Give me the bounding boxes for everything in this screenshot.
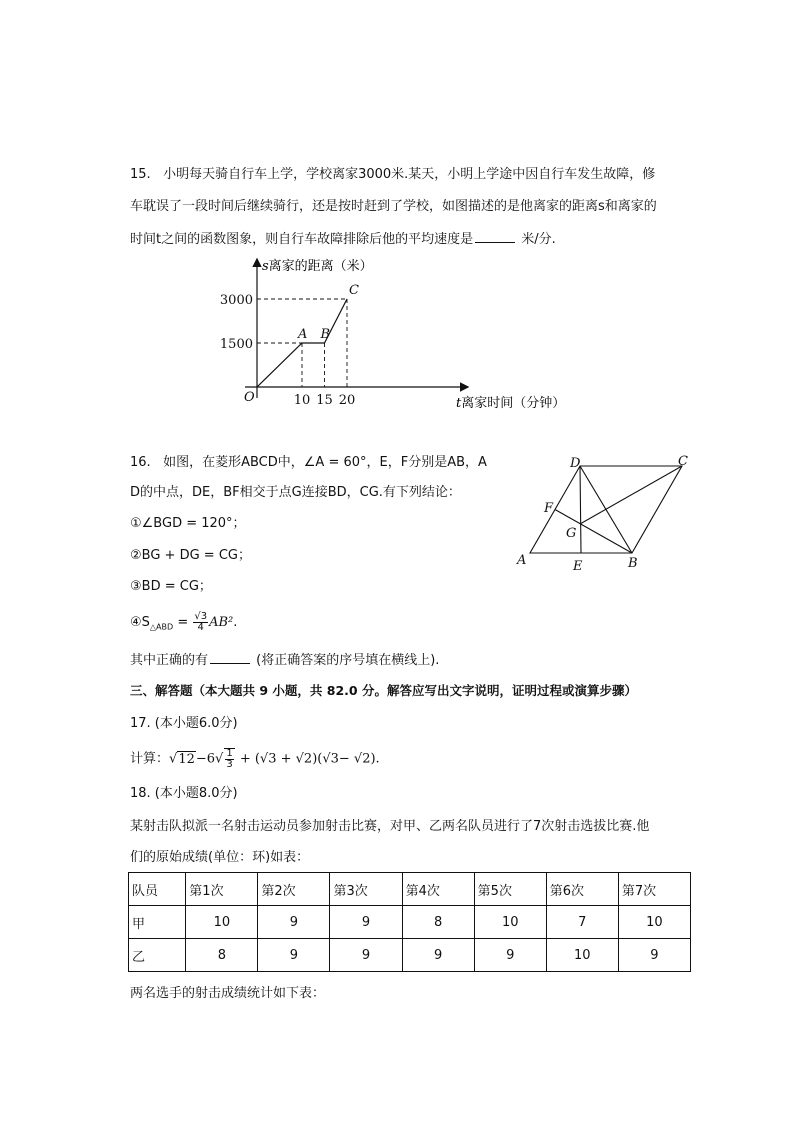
label-a: A: [517, 553, 527, 568]
table-cell: 10: [474, 906, 546, 939]
q16-number: 16.: [130, 455, 151, 470]
q16-text-1: 如图，在菱形ABCD中，∠A = 60°，E，F分别是AB，A: [163, 455, 487, 470]
q16-tail: [130, 651, 439, 670]
label-b: B: [628, 556, 638, 571]
table-row: [129, 906, 691, 939]
fraction-root3-over-4: [193, 612, 208, 633]
table-cell: 9: [330, 939, 402, 972]
table-header-cell: 第4次: [402, 873, 474, 906]
conclusion-4-end: .: [233, 615, 238, 630]
segment-cg: [580, 466, 682, 524]
y-axis-var: s: [262, 259, 269, 274]
rhombus-figure: [512, 452, 702, 577]
answer-blank-16: [210, 651, 250, 664]
x-tick-label: 15: [316, 393, 333, 408]
table-cell: 8: [186, 939, 258, 972]
q17-title: [130, 715, 238, 733]
label-c: C: [678, 454, 688, 469]
table-cell: 9: [618, 939, 690, 972]
q17-expr-rest: + (√3 + √2)(√3− √2).: [235, 751, 380, 767]
x-axis-title: 离家时间（分钟）: [461, 396, 566, 411]
label-e: E: [573, 559, 583, 574]
fraction-one-third: [224, 748, 234, 770]
q15-number: 15.: [130, 167, 151, 182]
table-cell: 9: [330, 906, 402, 939]
q16-conclusion-4: [130, 612, 237, 637]
q16-text-2: D的中点，DE，BF相交于点G连接BD，CG.有下列结论：: [130, 485, 461, 500]
point-label-c: C: [349, 283, 359, 298]
label-f: F: [544, 501, 554, 516]
q17-expression: 计算：√12−6√ $\frac{1}{3}$ + (√3 + √2)(√3− √2).: [130, 748, 380, 770]
scores-table: [128, 872, 691, 972]
table-cell: 10: [618, 906, 690, 939]
answer-blank-15: [475, 230, 515, 243]
table-cell: 9: [258, 906, 330, 939]
table-row: [129, 939, 691, 972]
table-header-cell: 第6次: [546, 873, 618, 906]
q18-text-1: 某射击队拟派一名射击运动员参加射击比赛，对甲、乙两名队员进行了7次射击选拔比赛.他: [130, 819, 650, 834]
table-cell: 10: [546, 939, 618, 972]
q16-conclusion-3: [130, 578, 212, 596]
conclusion-4-eq: =: [173, 615, 193, 630]
q15-line3: [130, 230, 556, 249]
table-cell: 10: [186, 906, 258, 939]
q15-line2: [130, 198, 657, 216]
x-axis-label: [456, 395, 565, 411]
sqrt-sign: √: [169, 751, 178, 767]
conclusion-4-prefix: ④S: [130, 615, 150, 630]
x-tick-label: 20: [338, 393, 356, 408]
y-tick-label: 1500: [219, 337, 253, 352]
conclusion-1-text: ①∠BGD = 120°；: [130, 516, 246, 531]
table-header-cell: 第5次: [474, 873, 546, 906]
y-axis-label: [262, 258, 373, 274]
label-g: G: [566, 526, 577, 541]
q18-title: [130, 785, 238, 803]
one-third-num: 1: [226, 748, 233, 759]
q17-minus-six: −6: [195, 751, 216, 767]
q16-conclusion-2: [130, 547, 251, 565]
one-third-den: 3: [226, 759, 233, 770]
q17-calc-label: 计算：: [130, 751, 170, 767]
table-cell: 甲: [129, 906, 186, 939]
table-cell: 9: [474, 939, 546, 972]
q15-text-3b: 米/分.: [521, 232, 556, 247]
x-tick-label: 10: [293, 393, 311, 408]
conclusion-3-text: ③BD = CG；: [130, 579, 212, 594]
q15-text-3a: 时间t之间的函数图象，则自行车故障排除后他的平均速度是: [130, 232, 474, 247]
y-tick-label: 3000: [219, 293, 253, 308]
table-header-row: [129, 873, 691, 906]
fraction-num: √3: [194, 611, 208, 622]
point-label-o: O: [244, 390, 255, 405]
point-label-a: A: [298, 327, 308, 342]
y-axis-title: 离家的距离（米）: [268, 259, 373, 274]
q16-conclusion-1: [130, 515, 246, 533]
sqrt-radicand: 12: [178, 751, 195, 767]
q15-line1: [130, 166, 655, 184]
conclusion-4-tail: AB²: [209, 615, 234, 630]
table-cell: 8: [402, 906, 474, 939]
segment-de: [580, 466, 581, 553]
q18-after: [130, 985, 325, 1003]
table-cell: 7: [546, 906, 618, 939]
q18-text-2: 们的原始成绩(单位：环)如表：: [130, 850, 310, 865]
distance-time-chart: [215, 250, 585, 420]
x-axis-var: t: [456, 396, 462, 411]
table-header-cell: 队员: [129, 873, 186, 906]
conclusion-4-sub: △ABD: [149, 622, 174, 632]
q16-tail-b: (将正确答案的序号填在横线上).: [256, 653, 440, 668]
q17-title-text: 17. (本小题6.0分): [130, 716, 238, 731]
table-header-cell: 第3次: [330, 873, 402, 906]
table-header-cell: 第2次: [258, 873, 330, 906]
conclusion-2-text: ②BG + DG = CG；: [130, 548, 251, 563]
section-3-text: 三、解答题（本大题共 9 小题，共 82.0 分。解答应写出文字说明，证明过程或演算步骤）: [130, 683, 637, 698]
table-cell: 乙: [129, 939, 186, 972]
q18-title-text: 18. (本小题8.0分): [130, 786, 238, 801]
q18-line1: [130, 818, 649, 836]
table-header-cell: 第1次: [186, 873, 258, 906]
table-header-cell: 第7次: [618, 873, 690, 906]
fraction-den: 4: [197, 622, 204, 633]
q16-line2: [130, 484, 461, 502]
q18-line2: [130, 849, 309, 867]
q15-text-1: 小明每天骑自行车上学，学校离家3000米.某天，小明上学途中因自行车发生故障，修: [163, 167, 656, 182]
table-cell: 9: [258, 939, 330, 972]
q16-line1: [130, 454, 487, 472]
q16-tail-a: 其中正确的有: [130, 653, 209, 668]
q15-text-2: 车耽误了一段时间后继续骑行，还是按时赶到了学校，如图描述的是他离家的距离s和离家的: [130, 199, 657, 214]
point-label-b: B: [320, 327, 331, 342]
label-d: D: [570, 456, 581, 471]
section-3-heading: [130, 682, 637, 700]
table-cell: 9: [402, 939, 474, 972]
q18-after-text: 两名选手的射击成绩统计如下表：: [130, 986, 326, 1001]
